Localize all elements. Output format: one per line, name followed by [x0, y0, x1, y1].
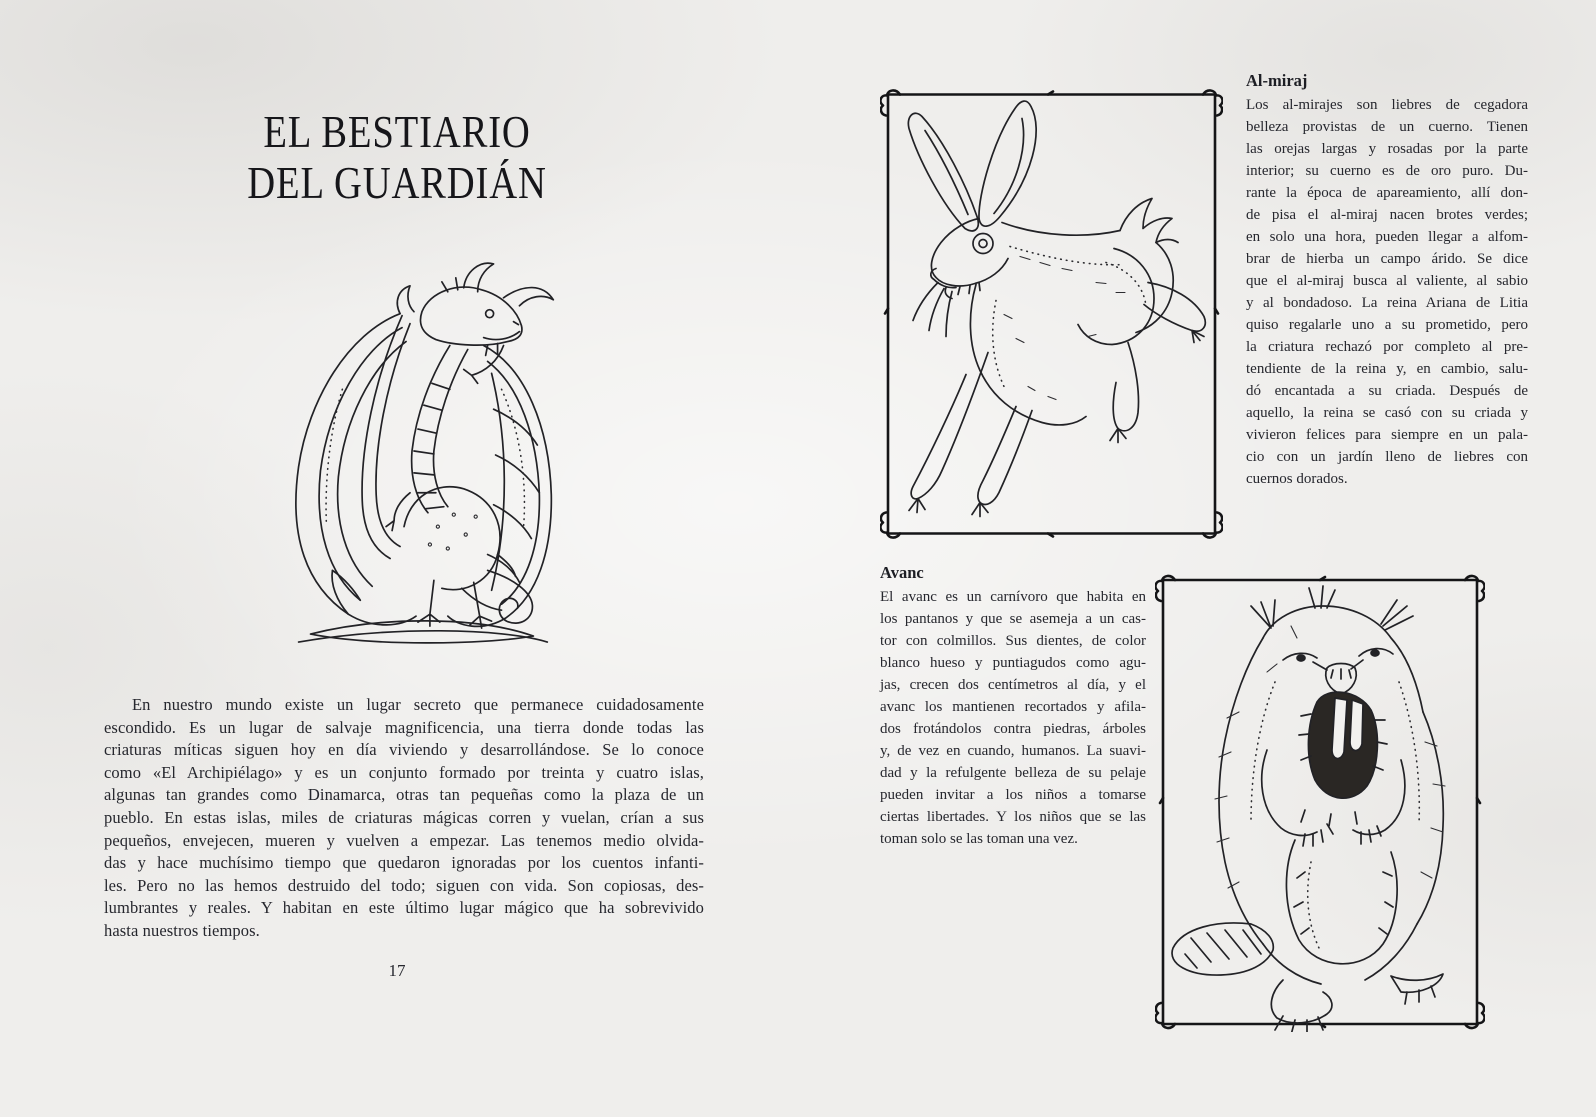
- text-line: y, de vez en cuando, humanos. La suavi-: [880, 743, 1146, 759]
- fanged-beaver-illustration: [1155, 572, 1485, 1032]
- text-line: tor con colmillos. Sus dientes, de color: [880, 633, 1146, 649]
- text-line: brar de hierba un campo árido. Se dice: [1246, 251, 1528, 267]
- text-line: Los al-mirajes son liebres de cegadora: [1246, 97, 1528, 113]
- text-line: y al bondadoso. La reina Ariana de Litia: [1246, 295, 1528, 311]
- page-number: 17: [388, 961, 406, 980]
- text-line: dó encantada a su criada. Después de: [1246, 383, 1528, 399]
- text-line: das y hace muchísimo tiempo que quedaron ignoradas por los cuentos infanti-: [104, 853, 704, 873]
- chapter-title: [145, 106, 649, 208]
- text-line: dos frotándolos contra piedras, árboles: [880, 721, 1146, 737]
- text-line: las orejas largas y rosadas por la parte: [1246, 141, 1528, 157]
- text-line: algunas tan grandes como Dinamarca, otras tan pequeñas como la plaza de un: [104, 785, 704, 805]
- text-line: criaturas míticas siguen hoy en día viviendo y desarrollándose. Se lo conoce: [104, 740, 704, 760]
- text-line: tendiente de la reina y, en cambio, salu-: [1246, 361, 1528, 377]
- avanc-figure: [1155, 572, 1485, 1032]
- text-line: la criatura rechazó por completo al pre-: [1246, 339, 1528, 355]
- figure-frame: [880, 90, 1222, 537]
- text-line: dad y la refulgente belleza de su pelaje: [880, 765, 1146, 781]
- text-line: rante la época de apareamiento, allí don-: [1246, 185, 1528, 201]
- text-line: como «El Archipiélago» y es un conjunto formado por treinta y cuatro islas,: [104, 762, 704, 782]
- text-line: interior; su cuerno es de oro puro. Du-: [1246, 163, 1528, 179]
- text-line: que el al-miraj busca al valiente, al sabio: [1246, 273, 1528, 289]
- text-line: vivieron felices para siempre en un pala-: [1246, 427, 1528, 443]
- figure-frame: [1155, 576, 1484, 1028]
- text-line: blanco hueso y puntiagudos como agu-: [880, 655, 1146, 671]
- entry-avanc: [880, 562, 1146, 850]
- text-line: belleza provistas de un cuerno. Tienen: [1246, 119, 1528, 135]
- text-line: aquello, la reina se casó con su criada y: [1246, 405, 1528, 421]
- text-line: cio con un jardín lleno de liebres con: [1246, 449, 1528, 465]
- al-miraj-figure: [880, 86, 1223, 542]
- entry-avanc-body: [880, 586, 1146, 850]
- text-line: cuernos dorados.: [1246, 471, 1348, 487]
- text-line: jas, crecen dos centímetros al día, y el: [880, 677, 1146, 693]
- text-line: ciertas libertades. Y los niños que se las: [880, 809, 1146, 825]
- text-line: El avanc es un carnívoro que habita en: [880, 589, 1146, 605]
- entry-al-miraj-body: [1246, 94, 1528, 490]
- text-line: de pisa el al-miraj nacen brotes verdes;: [1246, 207, 1528, 223]
- text-line: avanc los mantienen recortados y afila-: [880, 699, 1146, 715]
- text-line: quiso regalarle uno a su prometido, pero: [1246, 317, 1528, 333]
- text-line: hasta nuestros tiempos.: [104, 920, 260, 940]
- entry-al-miraj: [1246, 70, 1528, 490]
- horned-hare-illustration: [880, 86, 1223, 542]
- dragon-illustration: [252, 250, 572, 648]
- text-line: en solo una hora, pueden llegar a alfom-: [1246, 229, 1528, 245]
- dragon-line-art: [252, 250, 572, 648]
- intro-paragraph: [104, 694, 704, 943]
- text-line: En nuestro mundo existe un lugar secreto que permanece cuidadosamente: [132, 695, 704, 714]
- text-line: escondido. Es un lugar de salvaje magnificencia, una tierra donde todas las: [104, 717, 704, 737]
- text-line: pueden invitar a los niños a tomarse: [880, 787, 1146, 803]
- chapter-title-line-2: DEL GUARDIÁN: [247, 157, 547, 208]
- text-line: pueblo. En estas islas, miles de criaturas mágicas corren y vuelan, crían a sus: [104, 807, 704, 827]
- entry-al-miraj-heading: Al-miraj: [1246, 71, 1308, 90]
- chapter-title-line-1: EL BESTIARIO: [263, 106, 531, 157]
- text-line: lumbrantes y reales. Y habitan en este último lugar mágico que ha sobrevivido: [104, 898, 704, 918]
- text-line: los pantanos y que se asemeja a un cas-: [880, 611, 1146, 627]
- entry-avanc-heading: Avanc: [880, 563, 924, 582]
- text-line: pequeños, envejecen, mueren y vuelven a empezar. Las tenemos medio olvida-: [104, 830, 704, 850]
- text-line: toman solo se las toman una vez.: [880, 831, 1078, 847]
- text-line: les. Pero no las hemos destruido del todo; siguen con vida. Son copiosas, des-: [104, 875, 704, 895]
